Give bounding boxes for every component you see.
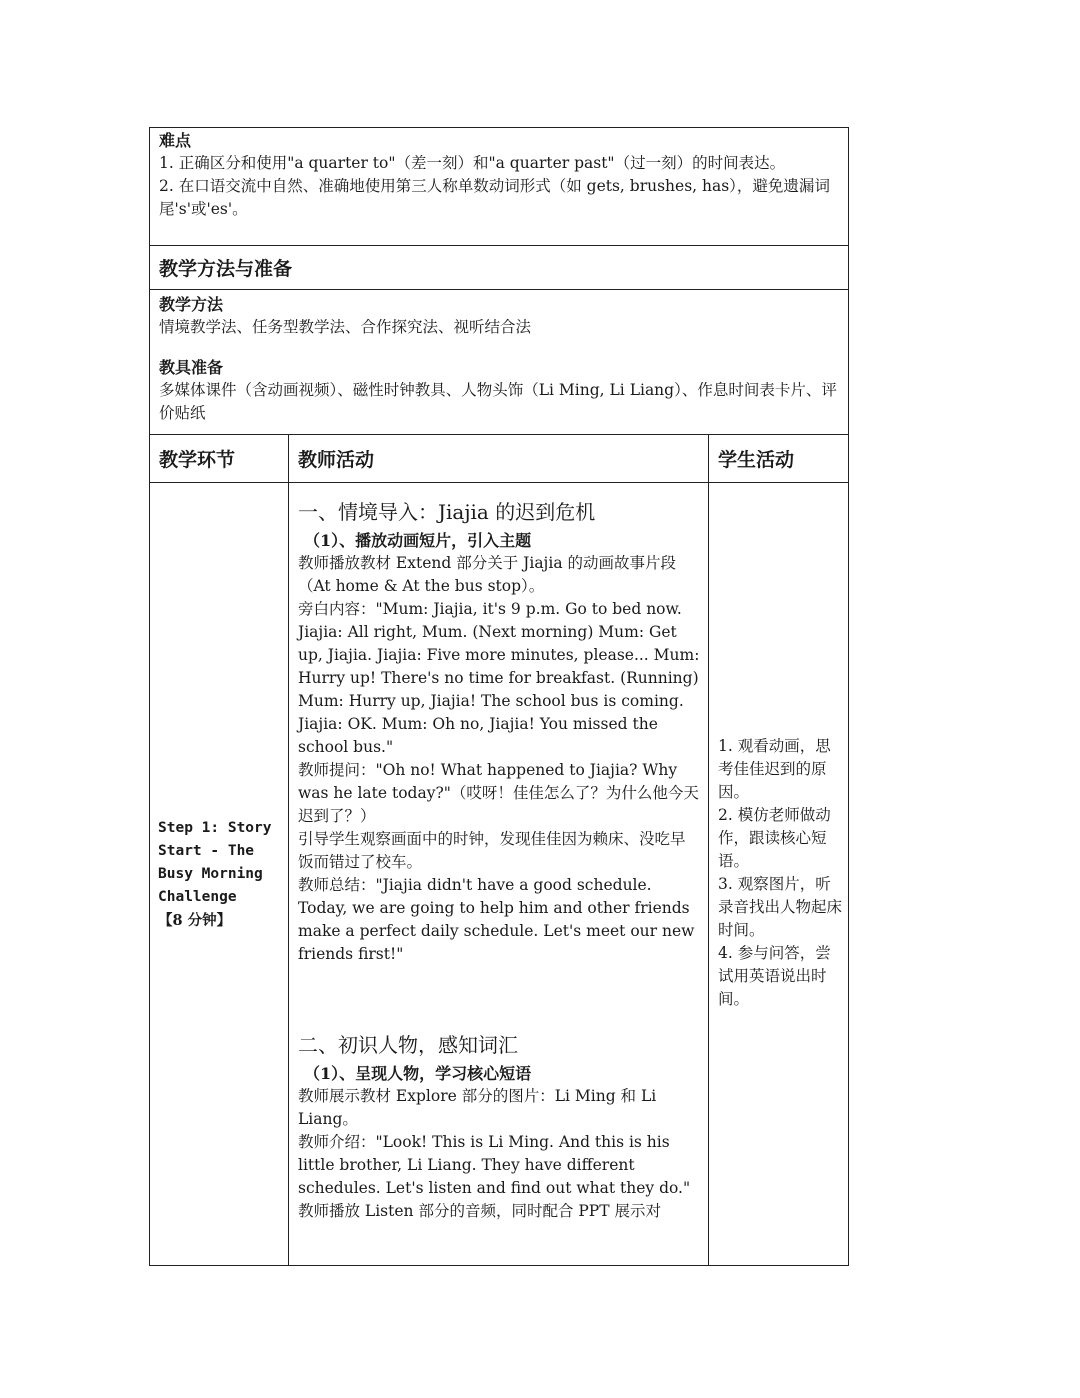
- header-student: 学生活动: [718, 449, 795, 471]
- difficulties-section: [149, 127, 849, 245]
- student-item-4: 4. 参与问答，尝试用英语说出时间。: [718, 944, 831, 1008]
- student-item-2: 2. 模仿老师做动作，跟读核心短语。: [718, 806, 831, 870]
- methods-section-title-row: [149, 245, 849, 289]
- student-activity-cell: [709, 483, 850, 1011]
- teacher-paragraph-3: 教师提问："Oh no! What happened to Jiajia? Why was he late today?"（哎呀！佳佳怎么了？为什么他今天迟到了？）: [298, 761, 699, 825]
- difficulties-heading: 难点: [159, 131, 192, 150]
- teacher-paragraph-5: 教师总结："Jiajia didn't have a good schedule. Today, we are going to help him and other friends make a perfect daily schedule. Let's meet our new friends first!": [298, 876, 695, 963]
- lesson-plan-document: [149, 127, 849, 1266]
- teacher-paragraph-2: 旁白内容："Mum: Jiajia, it's 9 p.m. Go to bed now. Jiajia: All right, Mum. (Next morning) Mum: Get up, Jiajia. Jiajia: Five more minutes, please... Mum: Hurry up! There's no time for breakfast. (Running) Mum: Hurry up, Jiajia! The school bus is coming. Jiajia: OK. Mum: Oh no, Jiajia! You missed the school bus.": [298, 600, 700, 756]
- difficulty-item-1: 1. 正确区分和使用"a quarter to"（差一刻）和"a quarter past"（过一刻）的时间表达。: [159, 154, 786, 172]
- teacher-paragraph-6: 教师展示教材 Explore 部分的图片：Li Ming 和 Li Liang。: [298, 1087, 657, 1128]
- teacher-paragraph-7: 教师介绍："Look! This is Li Ming. And this is his little brother, Li Liang. They have different schedules. Let's listen and find out what they do.": [298, 1133, 691, 1197]
- section1-subtitle: （1）、播放动画短片，引入主题: [304, 531, 532, 550]
- prep-heading: 教具准备: [159, 358, 224, 377]
- table-row: [150, 482, 848, 1265]
- student-item-3: 3. 观察图片，听录音找出人物起床时间。: [718, 875, 843, 939]
- methods-heading: 教学方法: [159, 295, 224, 314]
- step-label: Step 1: Story Start - The Busy Morning Challenge: [158, 819, 281, 905]
- student-item-1: 1. 观看动画，思考佳佳迟到的原因。: [718, 737, 831, 801]
- methods-section: [149, 289, 849, 434]
- header-teacher: 教师活动: [298, 449, 375, 471]
- step-time: 【8 分钟】: [158, 911, 232, 929]
- methods-text: 情境教学法、任务型教学法、合作探究法、视听结合法: [159, 318, 532, 336]
- table-header-row: [150, 435, 848, 482]
- activities-table: [149, 434, 849, 1266]
- section2-title: 二、初识人物，感知词汇: [298, 1033, 518, 1057]
- step-cell: [150, 483, 288, 1265]
- teacher-paragraph-8: 教师播放 Listen 部分的音频，同时配合 PPT 展示对: [298, 1202, 661, 1220]
- teacher-activity-cell: [289, 483, 708, 1265]
- header-step: 教学环节: [159, 449, 236, 471]
- teacher-paragraph-4: 引导学生观察画面中的时钟，发现佳佳因为赖床、没吃早饭而错过了校车。: [298, 830, 686, 871]
- prep-text: 多媒体课件（含动画视频）、磁性时钟教具、人物头饰（Li Ming, Li Liang）、作息时间表卡片、评价贴纸: [159, 381, 837, 422]
- teacher-paragraph-1: 教师播放教材 Extend 部分关于 Jiajia 的动画故事片段（At home & At the bus stop）。: [298, 554, 676, 595]
- section1-title: 一、情境导入：Jiajia 的迟到危机: [298, 500, 596, 524]
- section2-subtitle: （1）、呈现人物，学习核心短语: [304, 1064, 532, 1083]
- difficulty-item-2: 2. 在口语交流中自然、准确地使用第三人称单数动词形式（如 gets, brushes, has），避免遗漏词尾's'或'es'。: [159, 177, 830, 218]
- methods-section-title: 教学方法与准备: [159, 258, 293, 280]
